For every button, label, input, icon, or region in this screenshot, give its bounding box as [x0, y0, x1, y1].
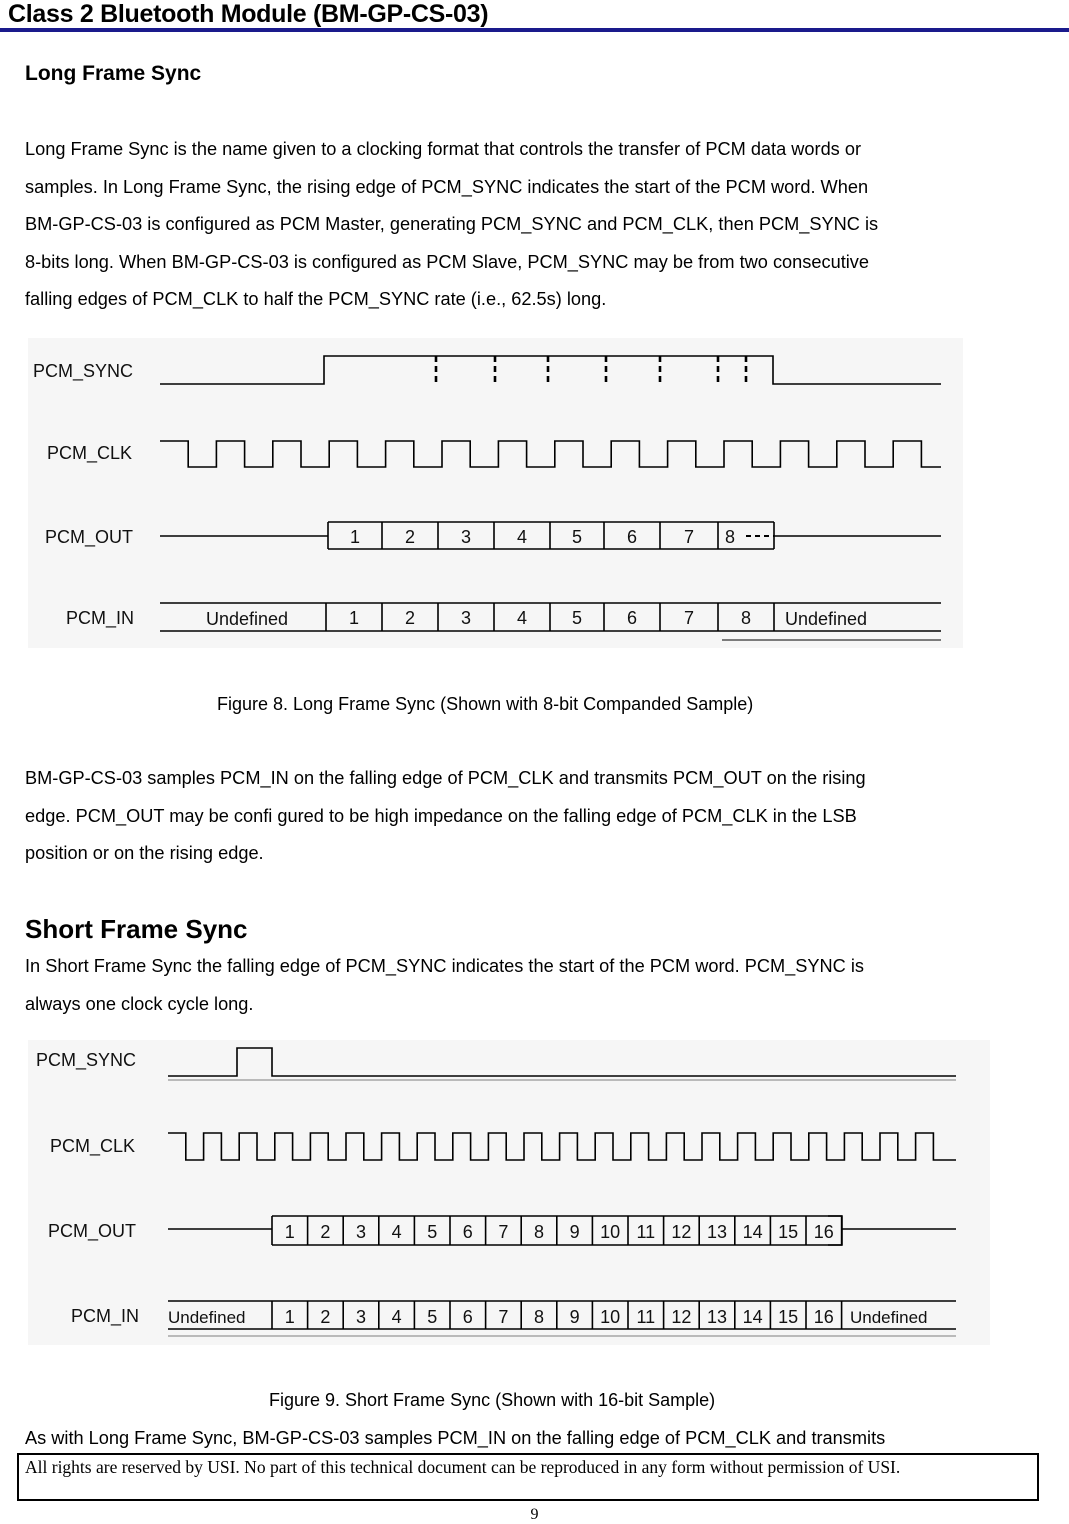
pcm-out-bit-label: 1	[284, 1222, 295, 1242]
pcm-out-bit-label: 5	[571, 527, 583, 547]
pcm-out-bit-label: 6	[626, 527, 638, 547]
pcm-in-bit-label: 16	[813, 1307, 834, 1327]
pcm-in-bit-label: 15	[778, 1307, 799, 1327]
pcm-in-bit-label: 7	[498, 1307, 509, 1327]
pcm-in-bit-label: 6	[626, 608, 638, 628]
document-header-title: Class 2 Bluetooth Module (BM-GP-CS-03)	[8, 0, 489, 28]
paragraph-line: always one clock cycle long.	[25, 993, 254, 1014]
long-frame-sync-timing-diagram	[28, 338, 963, 648]
pcm-in-bit-label: 3	[355, 1307, 367, 1327]
short-frame-sync-followup-line: As with Long Frame Sync, BM-GP-CS-03 samples PCM_IN on the falling edge of PCM_CLK and transmits	[25, 1428, 886, 1448]
figure-8-caption: Figure 8. Long Frame Sync (Shown with 8-bit Companded Sample)	[217, 694, 754, 714]
long-frame-sync-paragraph	[25, 131, 1035, 319]
pcm-in-bit-label: 5	[427, 1307, 438, 1327]
paragraph-line: falling edges of PCM_CLK to half the PCM_SYNC rate (i.e., 62.5s) long.	[25, 289, 607, 309]
signal-label-pcm-clk: PCM_CLK	[50, 1136, 136, 1156]
pcm-out-bit-label: 7	[498, 1222, 509, 1242]
pcm-out-bit-label: 8	[533, 1222, 545, 1242]
pcm-in-bit-label: 5	[571, 608, 583, 628]
signal-label-pcm-in: PCM_IN	[66, 608, 135, 628]
pcm-out-bit-label: 3	[460, 527, 472, 547]
pcm-in-bit-label: 2	[404, 608, 416, 628]
paragraph-line: BM-GP-CS-03 samples PCM_IN on the falling edge of PCM_CLK and transmits PCM_OUT on the rising	[25, 768, 866, 788]
pcm-in-bit-label: 10	[600, 1307, 621, 1327]
paragraph-line: position or on the rising edge.	[25, 843, 264, 863]
figure-9-caption: Figure 9. Short Frame Sync (Shown with 16-bit Sample)	[269, 1390, 716, 1410]
pcm-in-bit-label: 6	[462, 1307, 473, 1327]
pcm-out-bit-label: 4	[391, 1222, 402, 1242]
pcm-out-bit-label: 2	[320, 1222, 331, 1242]
pcm-out-bit-label: 9	[569, 1222, 580, 1242]
paragraph-line: In Short Frame Sync the falling edge of PCM_SYNC indicates the start of the PCM word. PCM_SYNC is	[25, 956, 864, 976]
pcm-out-bit-label: 14	[742, 1222, 763, 1242]
paragraph-line: Long Frame Sync is the name given to a clocking format that controls the transfer of PCM data words or	[25, 139, 862, 159]
short-frame-sync-timing-diagram	[28, 1040, 990, 1345]
page-number: 9	[530, 1506, 539, 1523]
pcm-out-bit-label: 4	[516, 527, 528, 547]
pcm-in-undefined-label: Undefined	[168, 1308, 246, 1327]
paragraph-line: 8-bits long. When BM-GP-CS-03 is configured as PCM Slave, PCM_SYNC may be from two consecutive	[25, 251, 870, 272]
pcm-out-bit-label: 15	[778, 1222, 799, 1242]
pcm-in-bit-label: 8	[533, 1307, 545, 1327]
pcm-in-bit-label: 7	[683, 608, 695, 628]
signal-label-pcm-in: PCM_IN	[71, 1306, 140, 1326]
pcm-out-bit-label: 8	[724, 527, 736, 547]
pcm-in-bit-label: 2	[320, 1307, 331, 1327]
pcm-in-bit-label: 3	[460, 608, 472, 628]
pcm-out-bit-label: 10	[600, 1222, 621, 1242]
paragraph-line: edge. PCM_OUT may be confi gured to be high impedance on the falling edge of PCM_CLK in the LSB	[25, 805, 857, 826]
short-frame-sync-paragraph	[25, 948, 1035, 1023]
pcm-in-undefined-label: Undefined	[785, 609, 868, 629]
header-rule	[0, 28, 1069, 32]
pcm-out-bit-label: 5	[427, 1222, 438, 1242]
pcm-out-bit-label: 16	[813, 1222, 834, 1242]
pcm-in-bit-label: 11	[636, 1307, 656, 1327]
pcm-in-bit-label: 4	[516, 608, 528, 628]
paragraph-line: BM-GP-CS-03 is configured as PCM Master, generating PCM_SYNC and PCM_CLK, then PCM_SYNC is	[25, 214, 879, 234]
paragraph-line: samples. In Long Frame Sync, the rising edge of PCM_SYNC indicates the start of the PCM word. When	[25, 176, 869, 197]
pcm-in-bit-label: 1	[284, 1307, 295, 1327]
pcm-in-bit-label: 9	[569, 1307, 580, 1327]
signal-label-pcm-sync: PCM_SYNC	[36, 1050, 137, 1070]
pcm-out-bit-label: 13	[706, 1222, 728, 1242]
pcm-out-bit-label: 11	[636, 1222, 656, 1242]
pcm-out-bit-label: 3	[355, 1222, 367, 1242]
pcm-out-bit-label: 1	[349, 527, 361, 547]
copyright-notice: All rights are reserved by USI. No part of this technical document can be reproduced in any form without permission of USI.	[17, 1453, 1039, 1501]
pcm-out-bit-label: 7	[683, 527, 695, 547]
pcm-in-bit-label: 4	[391, 1307, 402, 1327]
pcm-in-bit-label: 13	[706, 1307, 728, 1327]
pcm-in-bit-label: 12	[671, 1307, 692, 1327]
pcm-in-bit-label: 8	[740, 608, 752, 628]
pcm-in-undefined-label: Undefined	[206, 609, 289, 629]
long-frame-sync-followup-paragraph	[25, 760, 1035, 873]
signal-label-pcm-sync: PCM_SYNC	[33, 361, 134, 381]
signal-label-pcm-out: PCM_OUT	[48, 1221, 137, 1241]
pcm-out-bit-label: 2	[404, 527, 416, 547]
long-frame-sync-heading: Long Frame Sync	[25, 62, 202, 85]
pcm-out-bit-label: 6	[462, 1222, 473, 1242]
figure-background	[28, 1040, 990, 1345]
pcm-in-bit-label: 1	[348, 608, 360, 628]
pcm-in-bit-label: 14	[742, 1307, 763, 1327]
pcm-in-undefined-label: Undefined	[850, 1308, 928, 1327]
signal-label-pcm-clk: PCM_CLK	[47, 443, 133, 463]
signal-label-pcm-out: PCM_OUT	[45, 527, 134, 547]
pcm-out-bit-label: 12	[671, 1222, 692, 1242]
short-frame-sync-heading: Short Frame Sync	[25, 914, 248, 944]
